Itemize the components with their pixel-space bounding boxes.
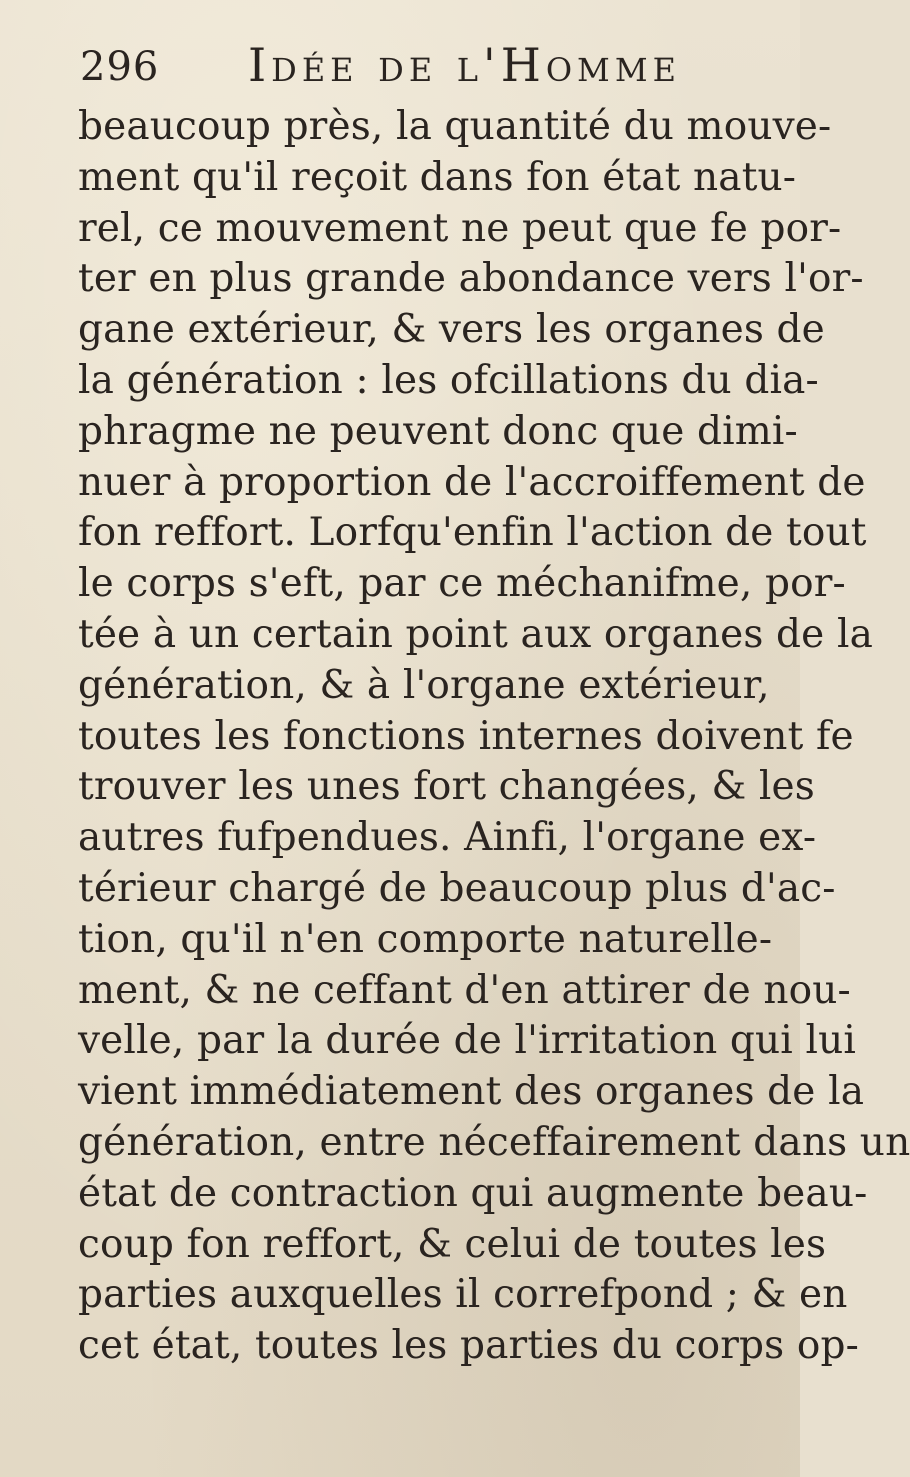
text-line: génération, & à l'organe extérieur, — [78, 662, 770, 708]
running-title: Idée de l'Homme — [248, 38, 681, 92]
text-line: beaucoup près, la quantité du mouve- — [78, 104, 832, 149]
text-line: cet état, toutes les parties du corps op- — [78, 1323, 859, 1369]
text-line: autres fufpendues. Ainfi, l'organe ex- — [78, 815, 817, 861]
text-line: ment qu'il reçoit dans fon état natu- — [78, 154, 797, 200]
text-line: phragme ne peuvent donc que dimi- — [78, 408, 798, 454]
text-line: vient immédiatement des organes de la — [78, 1069, 865, 1115]
body-text — [78, 102, 910, 1372]
text-line: fon reffort. Lorfqu'enfin l'action de tout — [78, 510, 867, 556]
page-number: 296 — [80, 44, 160, 90]
text-line: nuer à proportion de l'accroiffement de — [78, 459, 866, 505]
text-line: velle, par la durée de l'irritation qui lui — [78, 1018, 856, 1064]
text-line: toutes les fonctions internes doivent fe — [78, 713, 854, 759]
text-line: génération, entre néceffairement dans un — [78, 1119, 910, 1165]
text-line: coup fon reffort, & celui de toutes les — [78, 1221, 827, 1267]
text-line: ment, & ne ceffant d'en attirer de nou- — [78, 967, 851, 1013]
text-line: térieur chargé de beaucoup plus d'ac- — [78, 865, 836, 911]
text-line: le corps s'eft, par ce méchanifme, por- — [78, 561, 846, 607]
text-line: parties auxquelles il correfpond ; & en — [78, 1272, 848, 1318]
text-line: ter en plus grande abondance vers l'or- — [78, 256, 864, 302]
text-line: trouver les unes fort changées, & les — [78, 764, 815, 810]
text-line: rel, ce mouvement ne peut que fe por- — [78, 205, 842, 251]
text-line: tion, qu'il n'en comporte naturelle- — [78, 916, 773, 962]
text-line: gane extérieur, & vers les organes de — [78, 307, 825, 353]
page-header — [80, 38, 740, 98]
text-line: la génération : les ofcillations du dia- — [78, 357, 819, 403]
text-line: tée à un certain point aux organes de la — [78, 611, 873, 657]
text-line: état de contraction qui augmente beau- — [78, 1170, 868, 1216]
